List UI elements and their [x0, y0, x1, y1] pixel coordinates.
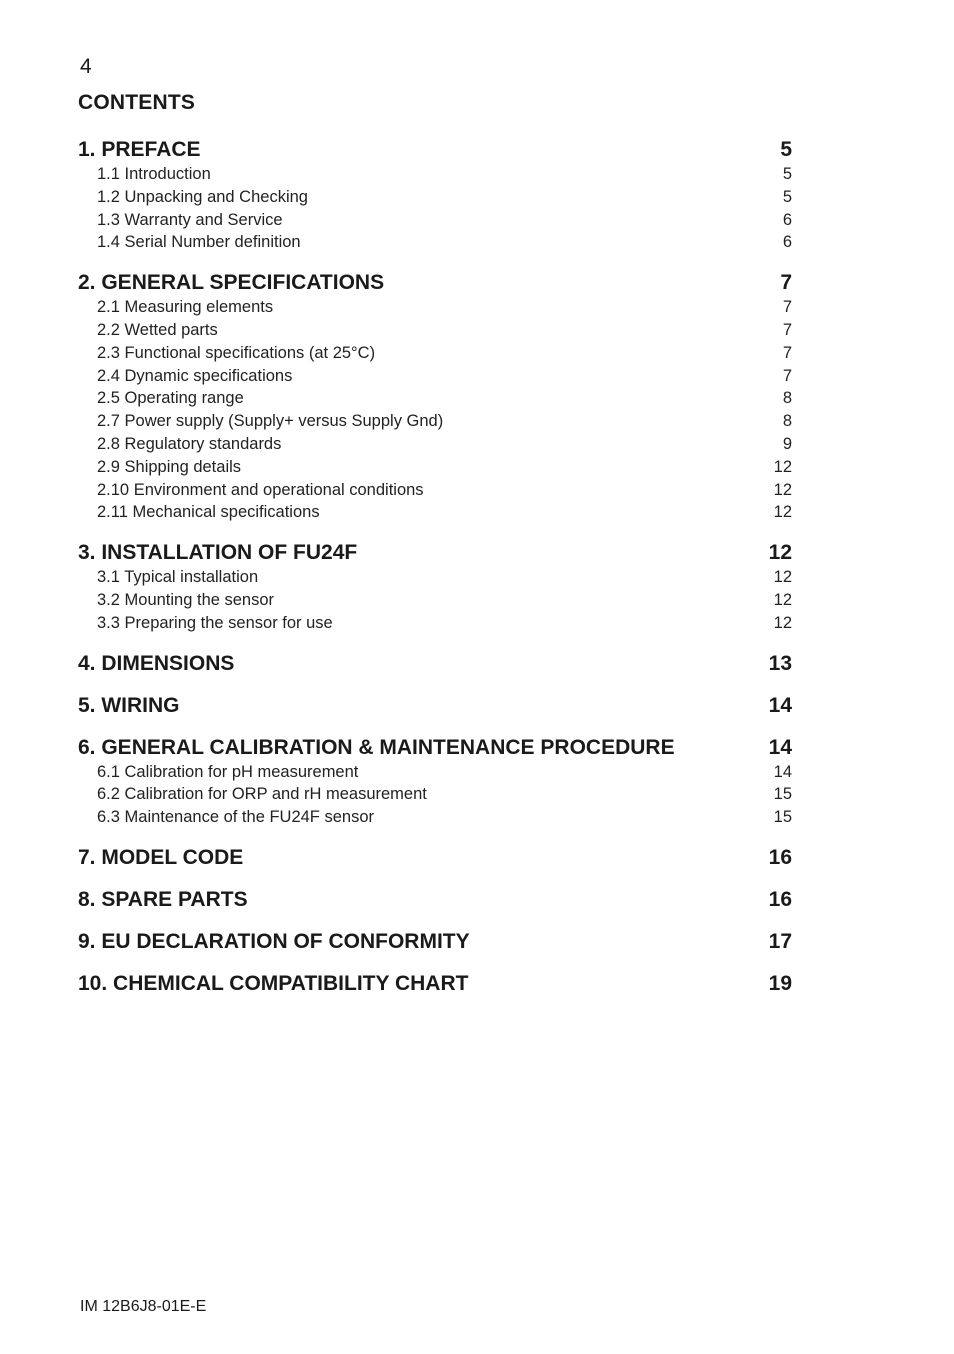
subsection-page: 6 [782, 210, 792, 229]
subsection-page: 8 [782, 412, 792, 431]
toc-subsection[interactable] [78, 566, 792, 589]
subsection-page: 7 [782, 298, 792, 317]
toc-subsection[interactable] [78, 365, 792, 388]
toc-section-heading[interactable] [78, 540, 792, 566]
toc-section [78, 735, 792, 829]
section-page: 19 [768, 971, 792, 995]
subsection-title: 6.2 Calibration for ORP and rH measurement [97, 785, 427, 804]
subsection-page: 12 [773, 503, 792, 522]
section-page: 13 [768, 651, 792, 675]
subsection-title: 1.1 Introduction [97, 165, 211, 183]
subsection-page: 15 [773, 808, 792, 827]
subsection-page: 8 [782, 389, 792, 408]
subsection-page: 5 [782, 165, 792, 183]
toc-section-heading[interactable] [78, 971, 792, 997]
subsection-page: 7 [782, 343, 792, 362]
section-title: 3. INSTALLATION OF FU24F [78, 541, 358, 565]
toc-section [78, 270, 792, 524]
toc-subsection[interactable] [78, 209, 792, 232]
toc-section-heading[interactable] [78, 845, 792, 871]
subsection-page: 7 [782, 366, 792, 385]
toc-section-heading[interactable] [78, 929, 792, 955]
subsection-title: 3.2 Mounting the sensor [97, 590, 275, 609]
section-title: 7. MODEL CODE [78, 845, 244, 869]
page-number: 4 [80, 55, 92, 78]
toc-section-heading[interactable] [78, 137, 792, 163]
toc-section [78, 651, 792, 677]
toc-section [78, 971, 792, 997]
section-page: 14 [768, 693, 792, 717]
toc-subsection[interactable] [78, 456, 792, 479]
toc-subsection[interactable] [78, 761, 792, 784]
toc-subsection[interactable] [78, 410, 792, 433]
toc-section-heading[interactable] [78, 651, 792, 677]
subsection-page: 12 [773, 457, 792, 476]
toc-subsection[interactable] [78, 387, 792, 410]
subsection-page: 14 [773, 762, 792, 781]
section-page: 7 [780, 271, 792, 295]
subsection-title: 2.5 Operating range [97, 389, 244, 408]
section-page: 16 [768, 845, 792, 869]
toc-subsection[interactable] [78, 589, 792, 612]
section-title: 4. DIMENSIONS [78, 651, 235, 675]
toc-section [78, 693, 792, 719]
subsection-page: 7 [782, 320, 792, 339]
toc-section [78, 845, 792, 871]
toc-subsection[interactable] [78, 501, 792, 524]
toc-subsection[interactable] [78, 479, 792, 502]
subsection-page: 5 [782, 187, 792, 206]
section-title: 9. EU DECLARATION OF CONFORMITY [78, 929, 470, 953]
section-page: 12 [768, 541, 792, 565]
table-of-contents [78, 137, 792, 1013]
contents-title: CONTENTS [78, 91, 196, 114]
section-title: 10. CHEMICAL COMPATIBILITY CHART [78, 971, 469, 995]
section-page: 17 [768, 929, 792, 953]
subsection-title: 2.11 Mechanical specifications [97, 503, 320, 522]
subsection-title: 2.3 Functional specifications (at 25°C) [97, 343, 376, 362]
section-page: 16 [768, 887, 792, 911]
toc-subsection[interactable] [78, 186, 792, 209]
subsection-title: 6.3 Maintenance of the FU24F sensor [97, 808, 374, 827]
subsection-page: 6 [782, 233, 792, 252]
section-title: 5. WIRING [78, 693, 180, 717]
section-page: 5 [780, 138, 792, 161]
subsection-page: 12 [773, 590, 792, 609]
section-title: 6. GENERAL CALIBRATION & MAINTENANCE PROCEDURE [78, 735, 675, 759]
subsection-title: 3.3 Preparing the sensor for use [97, 613, 333, 632]
subsection-page: 15 [773, 785, 792, 804]
subsection-title: 2.9 Shipping details [97, 457, 242, 476]
subsection-title: 2.10 Environment and operational conditions [97, 480, 424, 499]
toc-subsection[interactable] [78, 319, 792, 342]
toc-subsection[interactable] [78, 231, 792, 254]
toc-section [78, 540, 792, 634]
toc-subsection[interactable] [78, 342, 792, 365]
subsection-page: 12 [773, 480, 792, 499]
subsection-title: 1.3 Warranty and Service [97, 210, 283, 229]
subsection-title: 1.4 Serial Number definition [97, 233, 301, 252]
toc-section-heading[interactable] [78, 735, 792, 761]
toc-subsection[interactable] [78, 783, 792, 806]
toc-subsection[interactable] [78, 612, 792, 635]
toc-subsection[interactable] [78, 163, 792, 186]
toc-subsection[interactable] [78, 296, 792, 319]
toc-section-heading[interactable] [78, 270, 792, 296]
section-title: 2. GENERAL SPECIFICATIONS [78, 271, 385, 295]
subsection-page: 12 [773, 568, 792, 587]
toc-section-heading[interactable] [78, 887, 792, 913]
subsection-title: 2.7 Power supply (Supply+ versus Supply Gnd) [97, 412, 444, 431]
toc-subsection[interactable] [78, 433, 792, 456]
subsection-title: 2.8 Regulatory standards [97, 434, 282, 453]
toc-subsection[interactable] [78, 806, 792, 829]
document-code: IM 12B6J8-01E-E [80, 1298, 207, 1315]
section-title: 8. SPARE PARTS [78, 887, 248, 911]
subsection-title: 3.1 Typical installation [97, 568, 259, 587]
subsection-title: 2.2 Wetted parts [97, 320, 218, 339]
subsection-page: 9 [782, 434, 792, 453]
section-page: 14 [768, 735, 792, 759]
toc-section-heading[interactable] [78, 693, 792, 719]
subsection-title: 2.1 Measuring elements [97, 298, 274, 317]
subsection-page: 12 [773, 613, 792, 632]
toc-section [78, 887, 792, 913]
section-title: 1. PREFACE [78, 138, 201, 161]
toc-section [78, 137, 792, 254]
subsection-title: 2.4 Dynamic specifications [97, 366, 293, 385]
subsection-title: 6.1 Calibration for pH measurement [97, 762, 359, 781]
subsection-title: 1.2 Unpacking and Checking [97, 187, 308, 206]
toc-section [78, 929, 792, 955]
